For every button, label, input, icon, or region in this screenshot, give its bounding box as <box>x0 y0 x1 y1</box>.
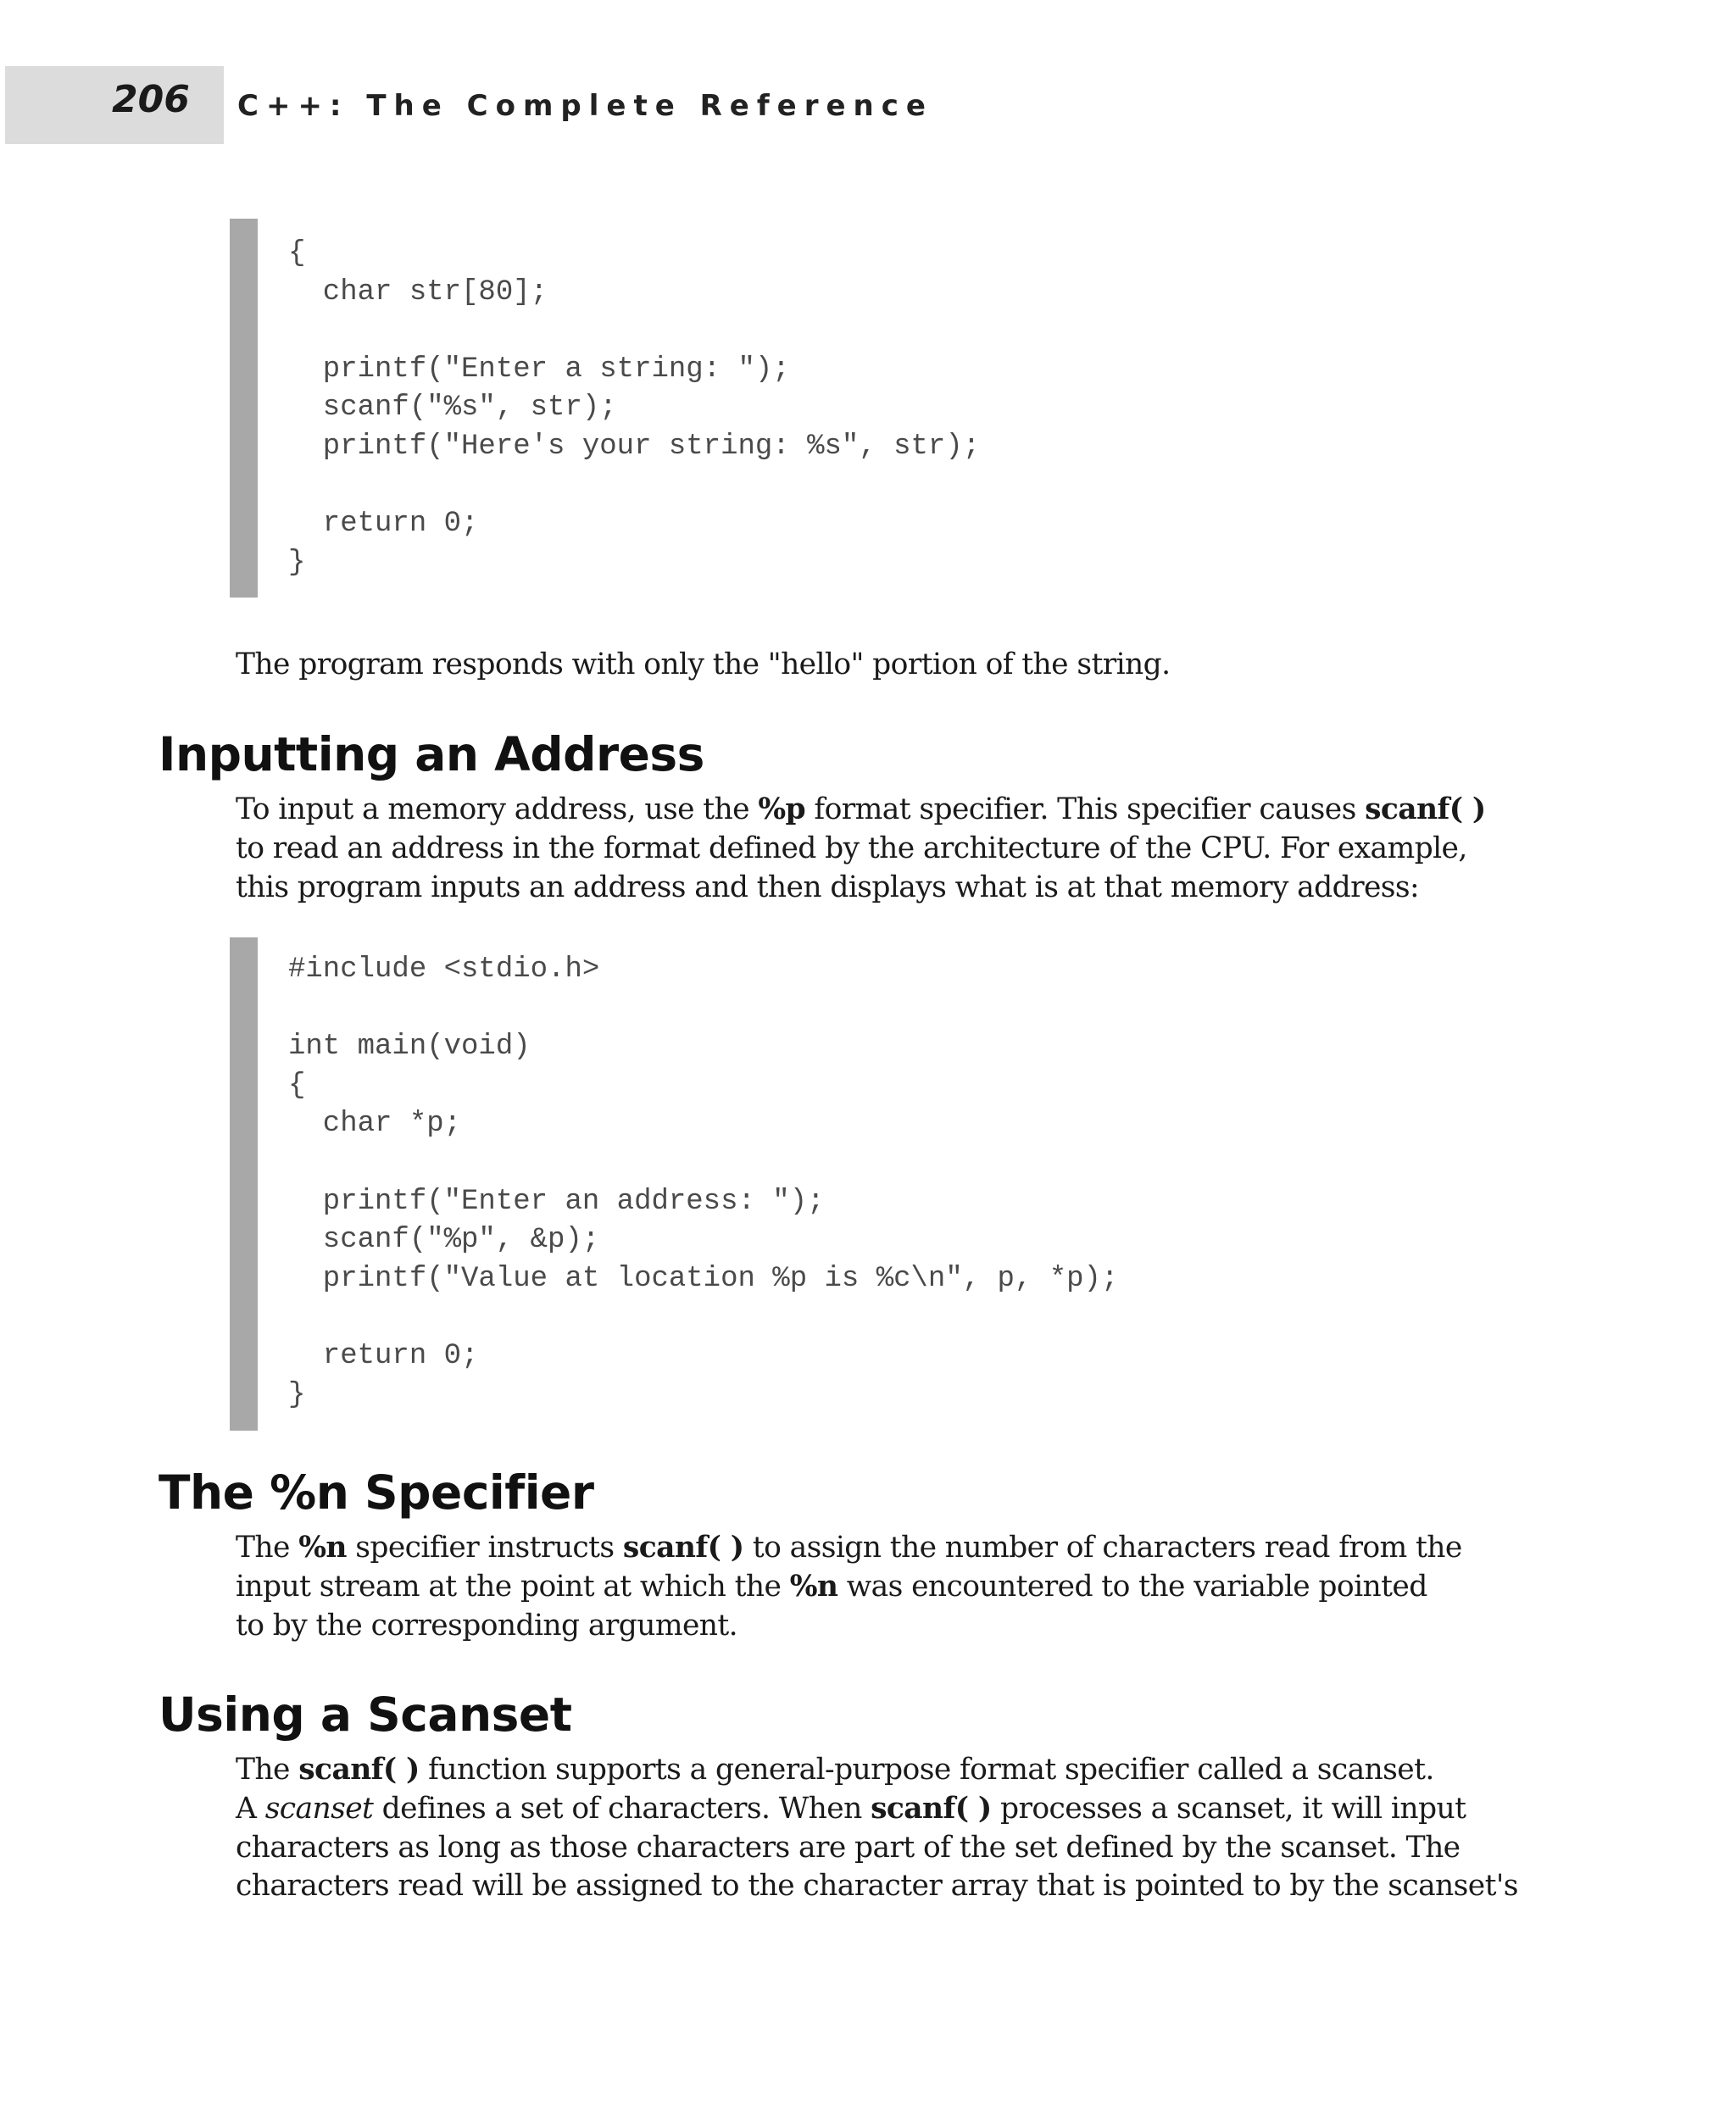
paragraph-line: input stream at the point at which the %n was encountered to the variable pointed <box>236 1569 1427 1604</box>
code-line: printf("Enter a string: "); <box>288 353 790 386</box>
paragraph-n-specifier <box>236 1529 1490 1645</box>
paragraph-inputting-address <box>236 791 1490 907</box>
code-line: printf("Enter an address: "); <box>288 1185 825 1218</box>
heading-inputting-an-address: Inputting an Address <box>159 727 704 781</box>
inline-code-term: scanf( ) <box>622 1531 744 1565</box>
paragraph-line: The program responds with only the "hello" portion of the string. <box>236 648 1171 681</box>
code-line: printf("Here's your string: %s", str); <box>288 430 981 463</box>
code-line: return 0; <box>288 508 479 541</box>
code-line: scanf("%p", &p); <box>288 1224 600 1257</box>
code-line <box>288 1298 1118 1337</box>
code-line: printf("Value at location %p is %c\n", p, *p); <box>288 1262 1119 1295</box>
paragraph-line: The scanf( ) function supports a general-purpose format specifier called a scanset. <box>236 1753 1434 1787</box>
heading-n-specifier: The %n Specifier <box>159 1465 594 1520</box>
code-line <box>288 1144 1118 1183</box>
paragraph-line: to by the corresponding argument. <box>236 1608 738 1643</box>
page-number: 206 <box>112 78 190 121</box>
code-line <box>288 312 980 351</box>
code-listing-1 <box>230 219 980 598</box>
code-line: scanf("%s", str); <box>288 392 617 425</box>
paragraph-line: this program inputs an address and then displays what is at that memory address: <box>236 870 1420 904</box>
paragraph-scanset <box>236 1751 1518 1906</box>
code-line: char str[80]; <box>288 275 548 309</box>
inline-code-term: %p <box>758 792 806 826</box>
inline-code-term: %n <box>298 1531 347 1565</box>
code-line: #include <stdio.h> <box>288 953 600 986</box>
running-title: C++: The Complete Reference <box>237 89 933 123</box>
code-line: { <box>288 237 306 270</box>
paragraph-line: A scanset defines a set of characters. When scanf( ) processes a scanset, it will input <box>236 1791 1466 1826</box>
paragraph-line: to read an address in the format defined by the architecture of the CPU. For example, <box>236 831 1467 865</box>
code-listing-2 <box>230 937 1118 1431</box>
inline-code-term: %n <box>789 1569 838 1604</box>
code-line: } <box>288 1378 306 1411</box>
italic-term: scanset <box>264 1791 374 1826</box>
code-line: } <box>288 546 306 579</box>
paragraph-hello-result <box>236 646 1490 685</box>
code-line: return 0; <box>288 1339 479 1372</box>
paragraph-line: To input a memory address, use the %p format specifier. This specifier causes scanf( ) <box>236 792 1486 826</box>
code-line <box>288 990 1118 1029</box>
code-line <box>288 467 980 506</box>
paragraph-line: characters read will be assigned to the character array that is pointed to by the scanset's <box>236 1869 1518 1904</box>
paragraph-line: The %n specifier instructs scanf( ) to assign the number of characters read from the <box>236 1531 1462 1565</box>
heading-using-a-scanset: Using a Scanset <box>159 1687 572 1742</box>
code-line: char *p; <box>288 1108 462 1141</box>
code-line: int main(void) <box>288 1031 531 1064</box>
code-line: { <box>288 1069 306 1102</box>
inline-code-term: scanf( ) <box>298 1753 420 1787</box>
paragraph-line: characters as long as those characters are part of the set defined by the scanset. The <box>236 1830 1461 1865</box>
inline-code-term: scanf( ) <box>1365 792 1486 826</box>
inline-code-term: scanf( ) <box>871 1791 992 1826</box>
